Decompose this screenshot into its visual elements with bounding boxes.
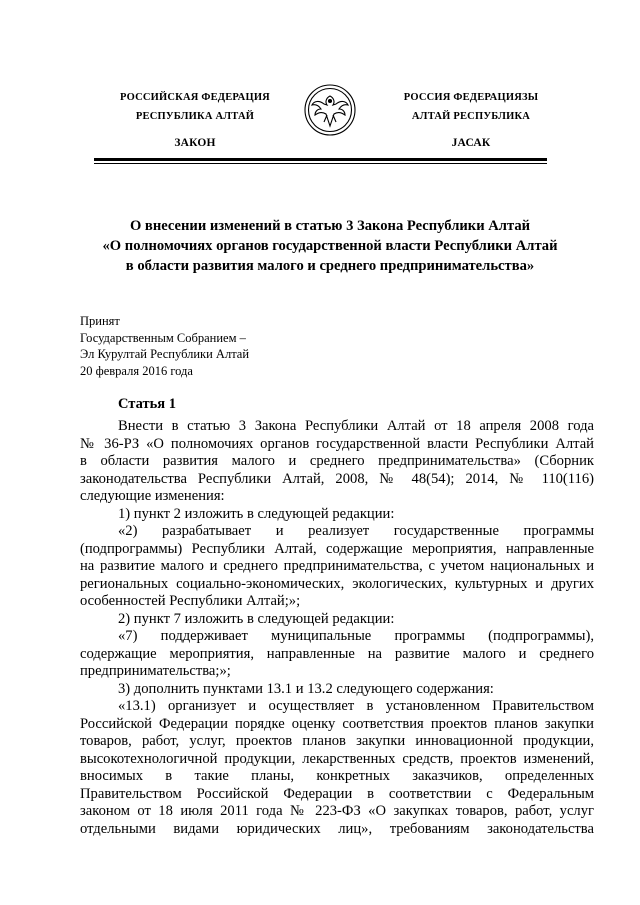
article-line: законодательства Республики Алтай, 2008, № 48(54); 2014, № 110(116) — [80, 470, 594, 487]
article-line: 1) пункт 2 изложить в следующей редакции: — [118, 505, 395, 522]
law-title-line: в области развития малого и среднего предпринимательства» — [125, 258, 535, 274]
article-line: «2) разрабатывает и реализует государственные программы — [118, 523, 594, 539]
header-republic-alt: АЛТАЙ РЕСПУБЛИКА — [411, 111, 531, 122]
article-line: Внести в статью 3 Закона Республики Алтай от 18 апреля 2008 года — [118, 418, 594, 434]
header-republic-ru: РЕСПУБЛИКА АЛТАЙ — [135, 111, 255, 122]
header-country-alt: РОССИЯ ФЕДЕРАЦИЯЗЫ — [403, 92, 539, 103]
article-line: Российской Федерации порядке оценку соответствия проектов планов закупки — [80, 715, 594, 732]
header-doctype-ru: ЗАКОН — [174, 137, 216, 149]
article-line: особенностей Республики Алтай;»; — [80, 593, 301, 609]
article-line: 3) дополнить пунктами 13.1 и 13.2 следующего содержания: — [118, 680, 494, 697]
article-line: 2) пункт 7 изложить в следующей редакции: — [118, 610, 395, 627]
article-heading: Статья 1 — [118, 396, 176, 412]
article-line: вносимых в такие планы, конкретных заказчиков, определенных — [80, 768, 594, 784]
law-title — [100, 216, 560, 276]
article-line: товаров, работ, услуг, проектов планов закупки инновационной продукции, — [80, 733, 594, 749]
article-line: «13.1) организует и осуществляет в установленном Правительством — [118, 698, 594, 714]
coat-of-arms-icon — [304, 82, 356, 138]
article-line: предпринимательства;»; — [80, 663, 231, 679]
header-rule-thin — [94, 163, 547, 164]
article-line: высокотехнологичной продукции, лекарственных средств, проектов изменений, — [80, 750, 594, 767]
law-title-line: «О полномочиях органов государственной власти Республики Алтай — [102, 238, 558, 254]
adoption-date: 20 февраля 2016 года — [80, 363, 193, 378]
article-line: содержащие мероприятия, направленные на развитие малого и среднего — [80, 645, 594, 662]
article-line: отдельными видами юридических лиц», требованиям законодательства — [80, 820, 594, 837]
article-body — [80, 418, 594, 838]
adoption-line: Государственным Собранием – — [80, 330, 246, 345]
article-line: законом от 18 июля 2011 года № 223-ФЗ «О закупках товаров, работ, услуг — [80, 803, 594, 819]
header-doctype-alt: JАСАК — [451, 137, 491, 149]
article-line: (подпрограммы) Республики Алтай, содержащие мероприятия, направленные — [80, 540, 594, 557]
article-line: региональных социально-экономических, экологических, культурных и других — [80, 575, 594, 592]
article-line: на развитие малого и среднего предпринимательства, с учетом национальных и — [80, 558, 594, 574]
header-rule-thick — [94, 158, 547, 161]
article-line: в области развития малого и среднего предпринимательства» (Сборник — [80, 453, 594, 469]
article-line: Правительством Российской Федерации в соответствии с Федеральным — [80, 785, 594, 802]
header-country-ru: РОССИЙСКАЯ ФЕДЕРАЦИЯ — [120, 92, 270, 103]
article-line: следующие изменения: — [80, 488, 225, 504]
article-line: «7) поддерживает муниципальные программы (подпрограммы), — [118, 628, 594, 644]
adoption-block — [80, 313, 249, 379]
adoption-line: Эл Курултай Республики Алтай — [80, 347, 250, 361]
adoption-line: Принят — [80, 314, 120, 328]
law-title-line: О внесении изменений в статью 3 Закона Республики Алтай — [129, 218, 531, 234]
article-line: № 36-РЗ «О полномочиях органов государственной власти Республики Алтай — [80, 435, 594, 452]
